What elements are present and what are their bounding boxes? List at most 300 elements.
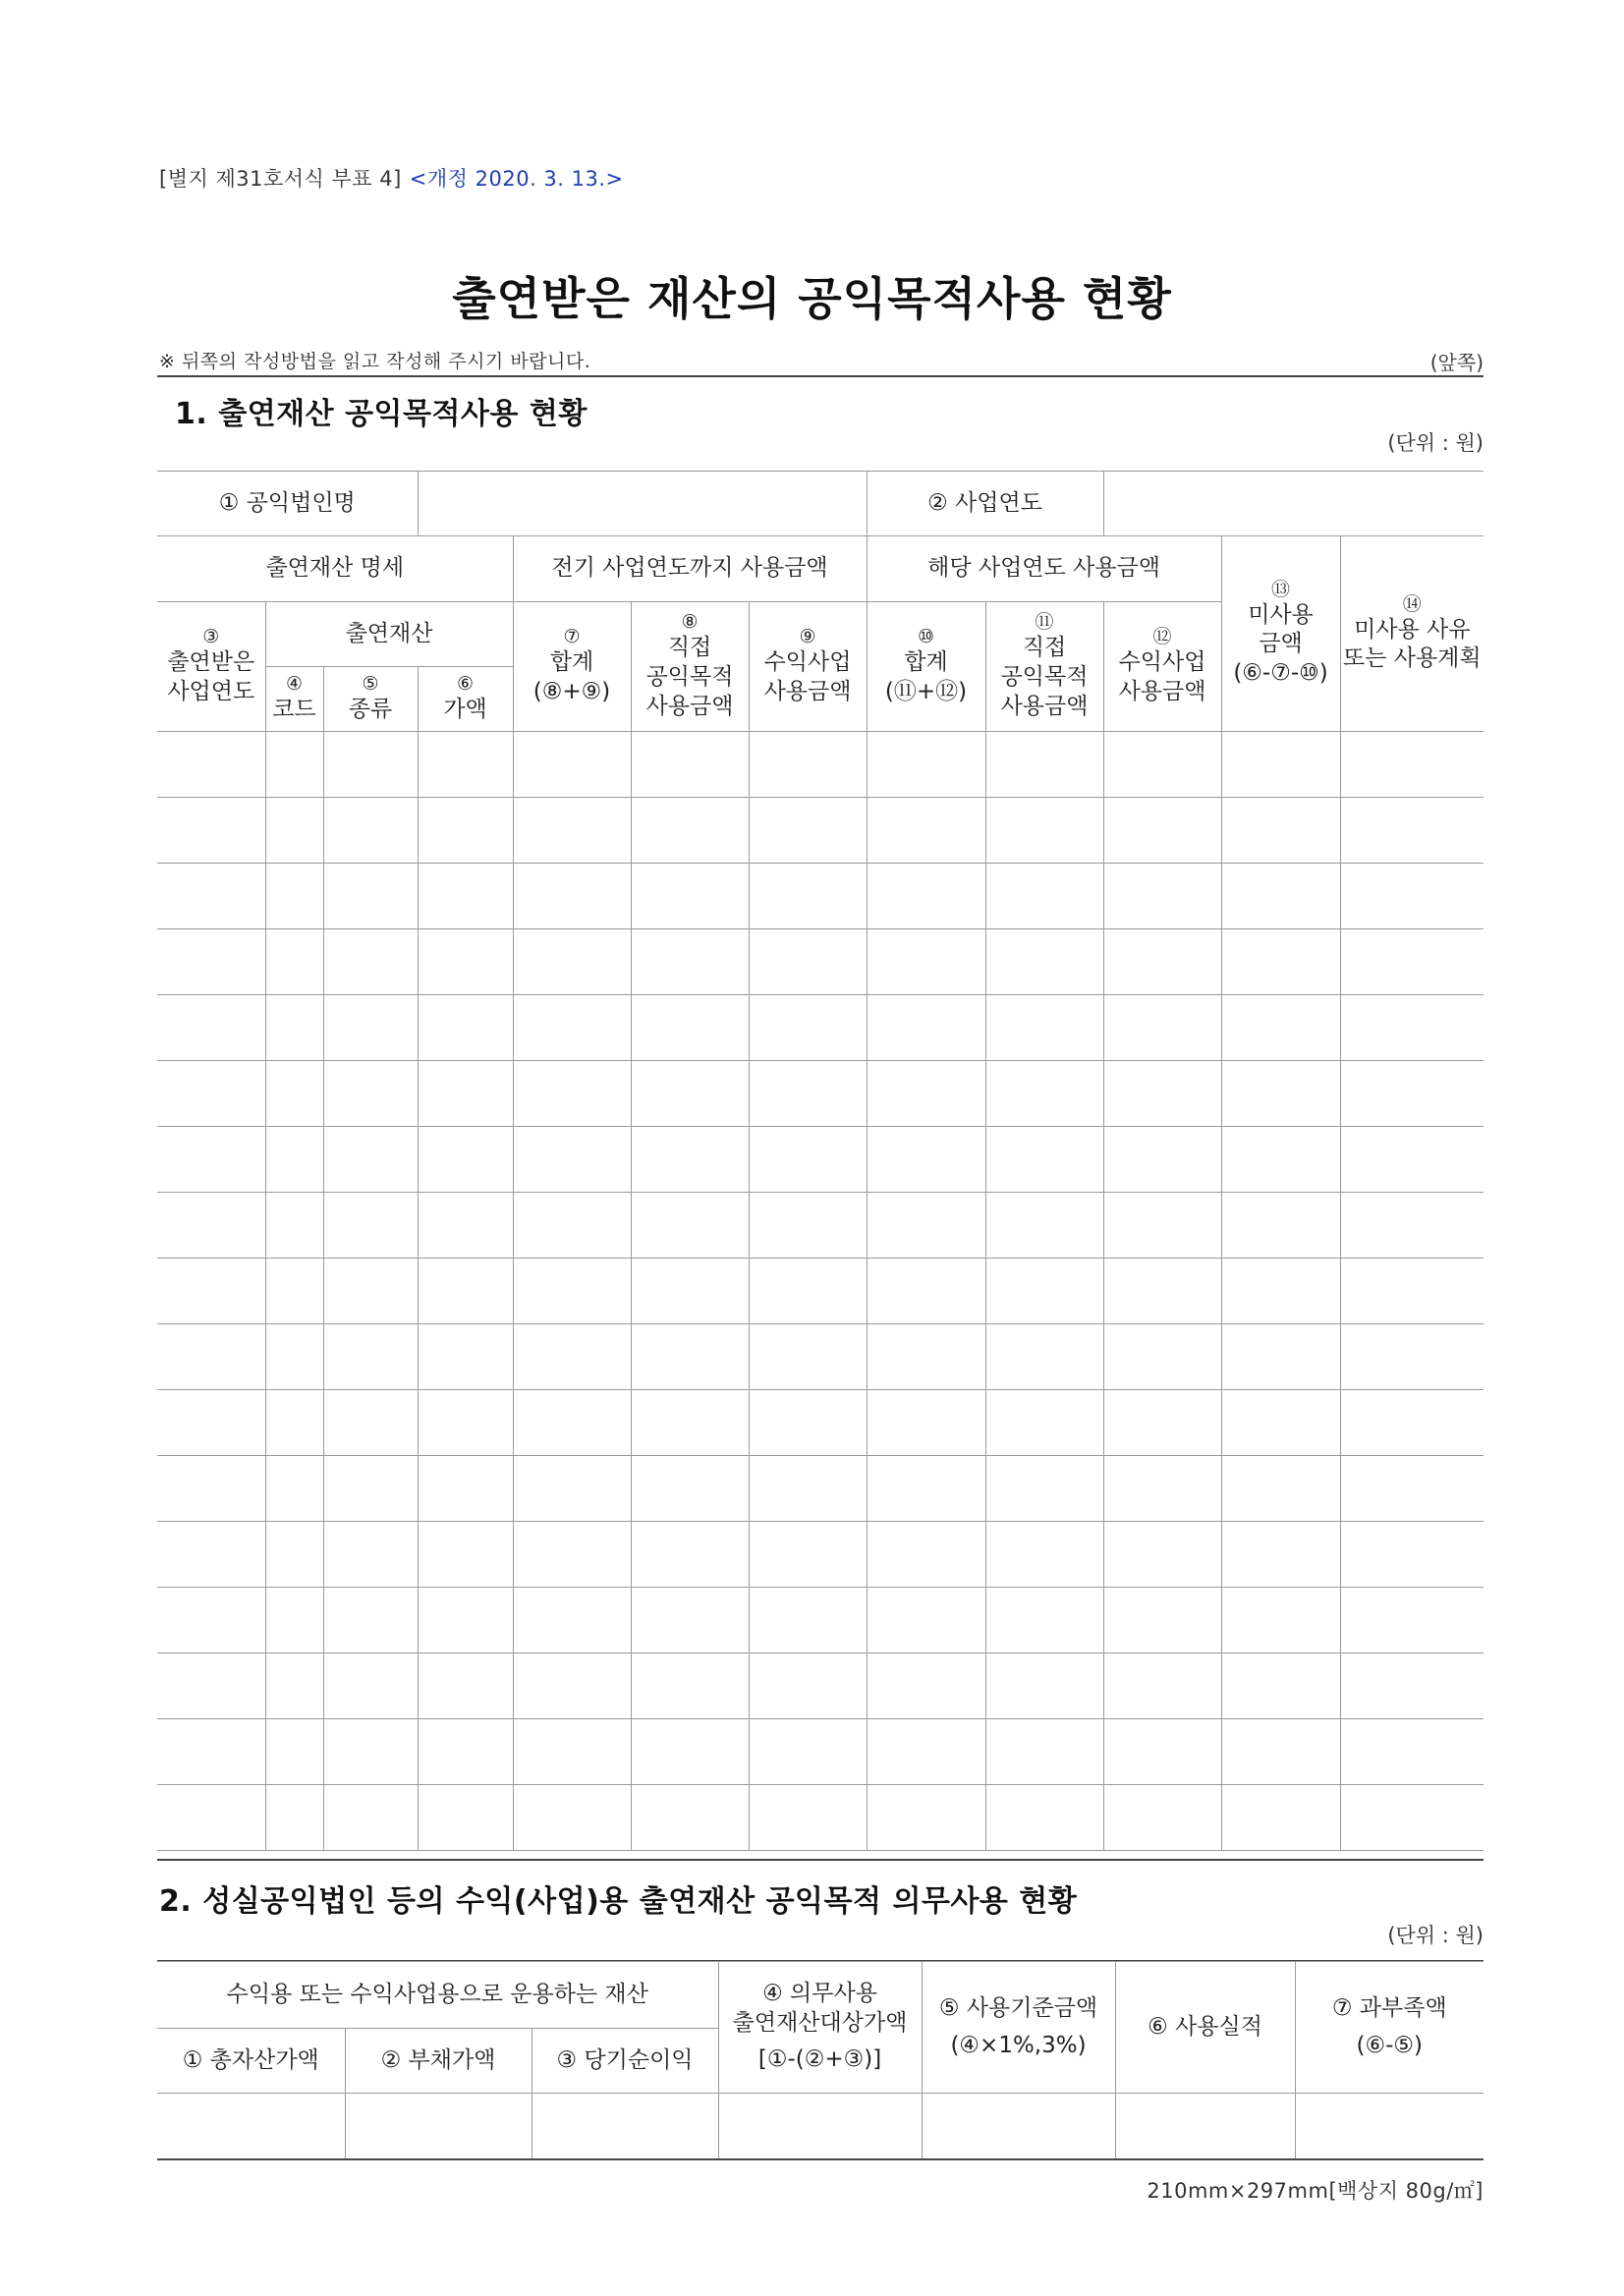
- table-cell[interactable]: [157, 1653, 265, 1719]
- s2-col4-line2: 출연재산대상가액: [732, 2009, 908, 2036]
- table-cell[interactable]: [867, 1456, 985, 1522]
- table-cell[interactable]: [265, 1653, 323, 1719]
- col3-line2: 사업연도: [167, 678, 255, 704]
- paper-spec: 210mm×297mm[백상지 80g/㎡]: [1147, 2179, 1484, 2203]
- table-cell[interactable]: [867, 1127, 985, 1193]
- table-cell[interactable]: [1340, 1456, 1484, 1522]
- table-cell[interactable]: [265, 1324, 323, 1390]
- table-cell[interactable]: [985, 1324, 1103, 1390]
- col12-curr-profit-header: [1103, 602, 1221, 732]
- col14-number: ⑭: [1402, 592, 1422, 615]
- table-cell[interactable]: [418, 798, 513, 864]
- table-cell[interactable]: [1103, 1193, 1221, 1259]
- table-cell[interactable]: [1103, 1061, 1221, 1127]
- col3-line1: 출연받은: [167, 649, 255, 675]
- table-cell[interactable]: [513, 995, 631, 1061]
- table-cell[interactable]: [749, 1390, 867, 1456]
- table-cell[interactable]: [157, 798, 265, 864]
- col9-line2: 사용금액: [763, 678, 852, 704]
- table-cell[interactable]: [265, 732, 323, 798]
- table-cell[interactable]: [513, 1719, 631, 1785]
- col3-number: ③: [202, 626, 220, 648]
- table-cell[interactable]: [418, 1193, 513, 1259]
- table-cell[interactable]: [418, 864, 513, 929]
- table-cell[interactable]: [418, 929, 513, 995]
- table-cell[interactable]: [631, 1588, 749, 1653]
- table-cell[interactable]: [1221, 1061, 1340, 1127]
- table-cell[interactable]: [323, 864, 418, 929]
- table-row: [157, 1653, 1484, 1719]
- table-cell[interactable]: [513, 732, 631, 798]
- table-cell[interactable]: [749, 1653, 867, 1719]
- table-cell[interactable]: [265, 1390, 323, 1456]
- table-cell[interactable]: [323, 1522, 418, 1588]
- table-row: [157, 1061, 1484, 1127]
- table-cell[interactable]: [631, 798, 749, 864]
- table-cell[interactable]: [1221, 995, 1340, 1061]
- table-cell[interactable]: [323, 798, 418, 864]
- col7-prev-total-header: [513, 602, 631, 732]
- table-cell[interactable]: [631, 1456, 749, 1522]
- table-cell[interactable]: [1221, 1390, 1340, 1456]
- business-year-field[interactable]: [1103, 472, 1484, 536]
- col12-line2: 사용금액: [1118, 678, 1206, 704]
- table-cell[interactable]: [157, 732, 265, 798]
- table-cell[interactable]: [513, 1653, 631, 1719]
- table-cell[interactable]: [631, 1324, 749, 1390]
- table-cell[interactable]: [1221, 1522, 1340, 1588]
- table-cell[interactable]: [157, 1785, 265, 1851]
- table-cell[interactable]: [1103, 1522, 1221, 1588]
- table-cell[interactable]: [1221, 1785, 1340, 1851]
- table-cell[interactable]: [265, 1456, 323, 1522]
- table-cell[interactable]: [265, 929, 323, 995]
- table-cell[interactable]: [265, 1719, 323, 1785]
- table-cell[interactable]: [323, 1588, 418, 1653]
- table-cell[interactable]: [323, 1061, 418, 1127]
- table-cell[interactable]: [1340, 1324, 1484, 1390]
- section2-bottom-rule: [157, 2158, 1484, 2160]
- table-cell[interactable]: [749, 1259, 867, 1324]
- table-cell[interactable]: [418, 1259, 513, 1324]
- table-cell[interactable]: [985, 929, 1103, 995]
- col14-line2: 또는 사용계획: [1342, 645, 1482, 672]
- table-cell[interactable]: [1221, 864, 1340, 929]
- table-cell[interactable]: [1221, 1456, 1340, 1522]
- table-row: [157, 798, 1484, 864]
- table-cell[interactable]: [1340, 1719, 1484, 1785]
- table-cell[interactable]: [631, 732, 749, 798]
- table-cell[interactable]: [513, 1456, 631, 1522]
- table-cell[interactable]: [867, 929, 985, 995]
- table-cell[interactable]: [323, 1127, 418, 1193]
- table-cell[interactable]: [323, 1719, 418, 1785]
- table-cell[interactable]: [1103, 1588, 1221, 1653]
- table-cell[interactable]: [631, 995, 749, 1061]
- table-cell[interactable]: [631, 1719, 749, 1785]
- table-cell[interactable]: [1340, 798, 1484, 864]
- col11-line2: 공익목적: [1000, 663, 1089, 690]
- table-cell[interactable]: [418, 732, 513, 798]
- table-cell[interactable]: [867, 1259, 985, 1324]
- s2-cell-total-assets[interactable]: [157, 2094, 345, 2159]
- table-cell[interactable]: [867, 995, 985, 1061]
- table-row: [157, 1324, 1484, 1390]
- section2-unit: (단위 : 원): [1387, 1924, 1484, 1947]
- table-cell[interactable]: [1221, 1588, 1340, 1653]
- table-cell[interactable]: [265, 1193, 323, 1259]
- table-cell[interactable]: [631, 1653, 749, 1719]
- table-cell[interactable]: [157, 1456, 265, 1522]
- table-cell[interactable]: [1103, 1259, 1221, 1324]
- table-cell[interactable]: [418, 995, 513, 1061]
- table-row: [157, 1719, 1484, 1785]
- table-cell[interactable]: [265, 1127, 323, 1193]
- table-cell[interactable]: [985, 1653, 1103, 1719]
- table-cell[interactable]: [985, 995, 1103, 1061]
- table-row: [157, 1588, 1484, 1653]
- table-cell[interactable]: [323, 1653, 418, 1719]
- table-cell[interactable]: [1103, 929, 1221, 995]
- table-cell[interactable]: [157, 1061, 265, 1127]
- table-cell[interactable]: [157, 1522, 265, 1588]
- table-cell[interactable]: [1340, 1390, 1484, 1456]
- s2-cell-mandatory[interactable]: [718, 2094, 922, 2159]
- table-cell[interactable]: [513, 864, 631, 929]
- table-cell[interactable]: [513, 1522, 631, 1588]
- table-cell[interactable]: [1221, 1719, 1340, 1785]
- table-cell[interactable]: [985, 1193, 1103, 1259]
- table-cell[interactable]: [867, 1193, 985, 1259]
- page-side-label: (앞쪽): [1429, 351, 1484, 374]
- table-cell[interactable]: [418, 1390, 513, 1456]
- table-cell[interactable]: [867, 864, 985, 929]
- table-cell[interactable]: [157, 864, 265, 929]
- table-cell[interactable]: [867, 1061, 985, 1127]
- col9-prev-profit-header: [749, 602, 867, 732]
- table-cell[interactable]: [867, 1390, 985, 1456]
- table-cell[interactable]: [157, 995, 265, 1061]
- table-cell[interactable]: [157, 1259, 265, 1324]
- table-cell[interactable]: [749, 1785, 867, 1851]
- section1-bottom-rule: [157, 1859, 1484, 1861]
- table-cell[interactable]: [323, 1259, 418, 1324]
- table-cell[interactable]: [1103, 1785, 1221, 1851]
- table-cell[interactable]: [749, 732, 867, 798]
- table-cell[interactable]: [985, 1061, 1103, 1127]
- table-cell[interactable]: [1340, 1588, 1484, 1653]
- section1-unit: (단위 : 원): [1387, 431, 1484, 455]
- section1-table: [157, 471, 1484, 1851]
- table-cell[interactable]: [1221, 1653, 1340, 1719]
- table-cell[interactable]: [1340, 864, 1484, 929]
- table-cell[interactable]: [1103, 864, 1221, 929]
- col5-type-header: [323, 667, 418, 732]
- table-cell[interactable]: [323, 1324, 418, 1390]
- table-cell[interactable]: [631, 929, 749, 995]
- table-cell[interactable]: [323, 1456, 418, 1522]
- table-cell[interactable]: [1340, 1127, 1484, 1193]
- table-row: [157, 1259, 1484, 1324]
- table-cell[interactable]: [985, 1456, 1103, 1522]
- table-cell[interactable]: [1103, 1719, 1221, 1785]
- table-cell[interactable]: [265, 864, 323, 929]
- table-cell[interactable]: [1340, 1653, 1484, 1719]
- col14-unused-reason-header: [1340, 536, 1484, 732]
- table-cell[interactable]: [867, 798, 985, 864]
- table-cell[interactable]: [418, 1719, 513, 1785]
- header-divider: [157, 375, 1484, 377]
- s2-col7-line2: (⑥-⑤): [1356, 2032, 1423, 2058]
- contrib-property-group-header: 출연재산 명세: [157, 536, 513, 602]
- table-cell[interactable]: [631, 1259, 749, 1324]
- table-cell[interactable]: [867, 1588, 985, 1653]
- s2-col1-total-assets-header: ① 총자산가액: [157, 2029, 345, 2094]
- table-cell[interactable]: [749, 1193, 867, 1259]
- table-cell[interactable]: [631, 1522, 749, 1588]
- table-cell[interactable]: [513, 1061, 631, 1127]
- table-cell[interactable]: [985, 1588, 1103, 1653]
- table-cell[interactable]: [265, 1061, 323, 1127]
- table-cell[interactable]: [323, 995, 418, 1061]
- table-row: [157, 1456, 1484, 1522]
- table-cell[interactable]: [1340, 995, 1484, 1061]
- table-cell[interactable]: [1103, 1653, 1221, 1719]
- table-cell[interactable]: [631, 1061, 749, 1127]
- table-cell[interactable]: [867, 1324, 985, 1390]
- table-cell[interactable]: [265, 1588, 323, 1653]
- table-cell[interactable]: [265, 1785, 323, 1851]
- table-cell[interactable]: [749, 1127, 867, 1193]
- col13-line1: 미사용: [1248, 601, 1314, 628]
- table-cell[interactable]: [985, 1259, 1103, 1324]
- s2-col5-line2: (④×1%,3%): [950, 2032, 1087, 2058]
- table-cell[interactable]: [1340, 1061, 1484, 1127]
- table-cell[interactable]: [157, 929, 265, 995]
- table-cell[interactable]: [418, 1785, 513, 1851]
- table-cell[interactable]: [985, 798, 1103, 864]
- table-cell[interactable]: [418, 1456, 513, 1522]
- table-cell[interactable]: [749, 1061, 867, 1127]
- table-cell[interactable]: [867, 1653, 985, 1719]
- table-cell[interactable]: [867, 1785, 985, 1851]
- table-cell[interactable]: [513, 1193, 631, 1259]
- table-cell[interactable]: [157, 1719, 265, 1785]
- table-cell[interactable]: [1221, 1324, 1340, 1390]
- table-cell[interactable]: [1221, 929, 1340, 995]
- table-row: [157, 1522, 1484, 1588]
- table-cell[interactable]: [265, 798, 323, 864]
- contrib-property-subheader: 출연재산: [265, 602, 513, 667]
- table-row: [157, 1127, 1484, 1193]
- table-cell[interactable]: [418, 1061, 513, 1127]
- col4-line1: 코드: [272, 696, 316, 722]
- table-cell[interactable]: [985, 1719, 1103, 1785]
- s2-cell-standard[interactable]: [922, 2094, 1115, 2159]
- s2-col3-net-income-header: ③ 당기순이익: [532, 2029, 718, 2094]
- table-cell[interactable]: [1103, 1127, 1221, 1193]
- table-row: [157, 1193, 1484, 1259]
- table-cell[interactable]: [418, 1522, 513, 1588]
- col8-line1: 직접: [667, 635, 712, 661]
- table-cell[interactable]: [323, 732, 418, 798]
- table-cell[interactable]: [1103, 995, 1221, 1061]
- table-cell[interactable]: [157, 1324, 265, 1390]
- col4-code-header: [265, 667, 323, 732]
- table-cell[interactable]: [749, 798, 867, 864]
- table-cell[interactable]: [1340, 1522, 1484, 1588]
- table-cell[interactable]: [867, 732, 985, 798]
- instructions-note: ※ 뒤쪽의 작성방법을 읽고 작성해 주시기 바랍니다.: [159, 351, 591, 372]
- col13-unused-amount-header: [1221, 536, 1340, 732]
- col7-line1: 합계: [549, 649, 594, 675]
- col6-value-header: [418, 667, 513, 732]
- table-cell[interactable]: [513, 1588, 631, 1653]
- table-row: [157, 1785, 1484, 1851]
- table-cell[interactable]: [157, 1588, 265, 1653]
- table-cell[interactable]: [513, 1785, 631, 1851]
- current-year-usage-group-header: 해당 사업연도 사용금액: [867, 536, 1221, 602]
- table-cell[interactable]: [157, 1390, 265, 1456]
- table-cell[interactable]: [985, 1390, 1103, 1456]
- table-cell[interactable]: [985, 1785, 1103, 1851]
- table-cell[interactable]: [867, 1719, 985, 1785]
- section2-table: [157, 1961, 1484, 2159]
- col11-number: ⑪: [1035, 611, 1054, 634]
- table-cell[interactable]: [1340, 1259, 1484, 1324]
- table-cell[interactable]: [749, 864, 867, 929]
- table-cell[interactable]: [1103, 1324, 1221, 1390]
- table-cell[interactable]: [513, 1390, 631, 1456]
- table-cell[interactable]: [749, 1588, 867, 1653]
- col11-line3: 사용금액: [1000, 693, 1089, 719]
- s2-cell-performance[interactable]: [1115, 2094, 1295, 2159]
- s2-col5-line1: ⑤ 사용기준금액: [938, 1994, 1098, 2021]
- section2-title: 2. 성실공익법인 등의 수익(사업)용 출연재산 공익목적 의무사용 현황: [159, 1884, 1078, 1919]
- col12-number: ⑫: [1152, 626, 1172, 648]
- col6-line1: 가액: [443, 696, 487, 722]
- table-cell[interactable]: [1103, 1390, 1221, 1456]
- table-row: [157, 1390, 1484, 1456]
- s2-cell-liabilities[interactable]: [345, 2094, 532, 2159]
- table-cell[interactable]: [418, 1588, 513, 1653]
- table-cell[interactable]: [1221, 798, 1340, 864]
- table-cell[interactable]: [867, 1522, 985, 1588]
- table-cell[interactable]: [265, 1259, 323, 1324]
- table-cell[interactable]: [631, 1127, 749, 1193]
- col5-number: ⑤: [362, 673, 379, 696]
- table-cell[interactable]: [985, 864, 1103, 929]
- table-row: [157, 929, 1484, 995]
- table-cell[interactable]: [749, 1324, 867, 1390]
- corp-name-label: ① 공익법인명: [157, 472, 418, 536]
- s2-col5-standard-header: [922, 1962, 1115, 2094]
- table-cell[interactable]: [749, 1456, 867, 1522]
- s2-col6-performance-header: ⑥ 사용실적: [1115, 1962, 1295, 2094]
- col10-curr-total-header: [867, 602, 985, 732]
- table-cell[interactable]: [1103, 732, 1221, 798]
- table-cell[interactable]: [631, 1390, 749, 1456]
- table-row: [157, 732, 1484, 798]
- table-cell[interactable]: [749, 1719, 867, 1785]
- table-cell[interactable]: [631, 864, 749, 929]
- section1-title: 1. 출연재산 공익목적사용 현황: [175, 397, 588, 431]
- table-cell[interactable]: [157, 1193, 265, 1259]
- table-cell[interactable]: [1103, 1456, 1221, 1522]
- table-cell[interactable]: [323, 1390, 418, 1456]
- table-cell[interactable]: [1221, 1193, 1340, 1259]
- table-cell[interactable]: [985, 732, 1103, 798]
- corp-name-field[interactable]: [418, 472, 867, 536]
- table-cell[interactable]: [631, 1193, 749, 1259]
- table-cell[interactable]: [1221, 1259, 1340, 1324]
- table-cell[interactable]: [513, 1324, 631, 1390]
- col7-line2: (⑧+⑨): [532, 678, 611, 704]
- col12-line1: 수익사업: [1118, 649, 1206, 675]
- table-cell[interactable]: [513, 1127, 631, 1193]
- col3-contrib-year-header: [157, 602, 265, 732]
- table-cell[interactable]: [749, 929, 867, 995]
- col7-number: ⑦: [563, 626, 581, 648]
- revision-date: <개정 2020. 3. 13.>: [409, 167, 624, 191]
- col8-number: ⑧: [681, 611, 699, 634]
- table-cell[interactable]: [323, 1785, 418, 1851]
- col10-number: ⑩: [918, 626, 935, 648]
- table-row: [157, 995, 1484, 1061]
- table-cell[interactable]: [323, 1193, 418, 1259]
- table-cell[interactable]: [985, 1127, 1103, 1193]
- table-cell[interactable]: [323, 929, 418, 995]
- table-cell[interactable]: [985, 1522, 1103, 1588]
- table-cell[interactable]: [157, 1127, 265, 1193]
- s2-col2-liabilities-header: ② 부채가액: [345, 2029, 532, 2094]
- table-cell[interactable]: [1340, 732, 1484, 798]
- s2-cell-net-income[interactable]: [532, 2094, 718, 2159]
- col11-curr-direct-header: [985, 602, 1103, 732]
- s2-col4-line1: ④ 의무사용: [762, 1980, 877, 2006]
- table-cell[interactable]: [265, 1522, 323, 1588]
- s2-cell-shortfall[interactable]: [1295, 2094, 1484, 2159]
- prev-year-usage-group-header: 전기 사업연도까지 사용금액: [513, 536, 867, 602]
- s2-col4-mandatory-header: [718, 1962, 922, 2094]
- col11-line1: 직접: [1022, 635, 1067, 661]
- table-cell[interactable]: [513, 798, 631, 864]
- table-cell[interactable]: [513, 1259, 631, 1324]
- table-cell[interactable]: [1340, 1785, 1484, 1851]
- col10-line2: (⑪+⑫): [884, 678, 968, 704]
- table-cell[interactable]: [418, 1127, 513, 1193]
- form-number: [별지 제31호서식 부표 4]: [159, 167, 402, 191]
- table-cell[interactable]: [418, 1324, 513, 1390]
- table-cell[interactable]: [631, 1785, 749, 1851]
- col4-number: ④: [285, 673, 304, 696]
- table-cell[interactable]: [749, 1522, 867, 1588]
- col5-line1: 종류: [348, 696, 393, 722]
- table-cell[interactable]: [1340, 929, 1484, 995]
- table-cell[interactable]: [513, 929, 631, 995]
- table-cell[interactable]: [1103, 798, 1221, 864]
- col9-line1: 수익사업: [763, 649, 852, 675]
- table-cell[interactable]: [1221, 1127, 1340, 1193]
- form-reference: [159, 163, 624, 193]
- col14-line1: 미사용 사유: [1354, 616, 1471, 643]
- col8-line2: 공익목적: [645, 663, 734, 690]
- table-cell[interactable]: [265, 995, 323, 1061]
- table-cell[interactable]: [749, 995, 867, 1061]
- table-cell[interactable]: [418, 1653, 513, 1719]
- table-cell[interactable]: [1340, 1193, 1484, 1259]
- table-cell[interactable]: [1221, 732, 1340, 798]
